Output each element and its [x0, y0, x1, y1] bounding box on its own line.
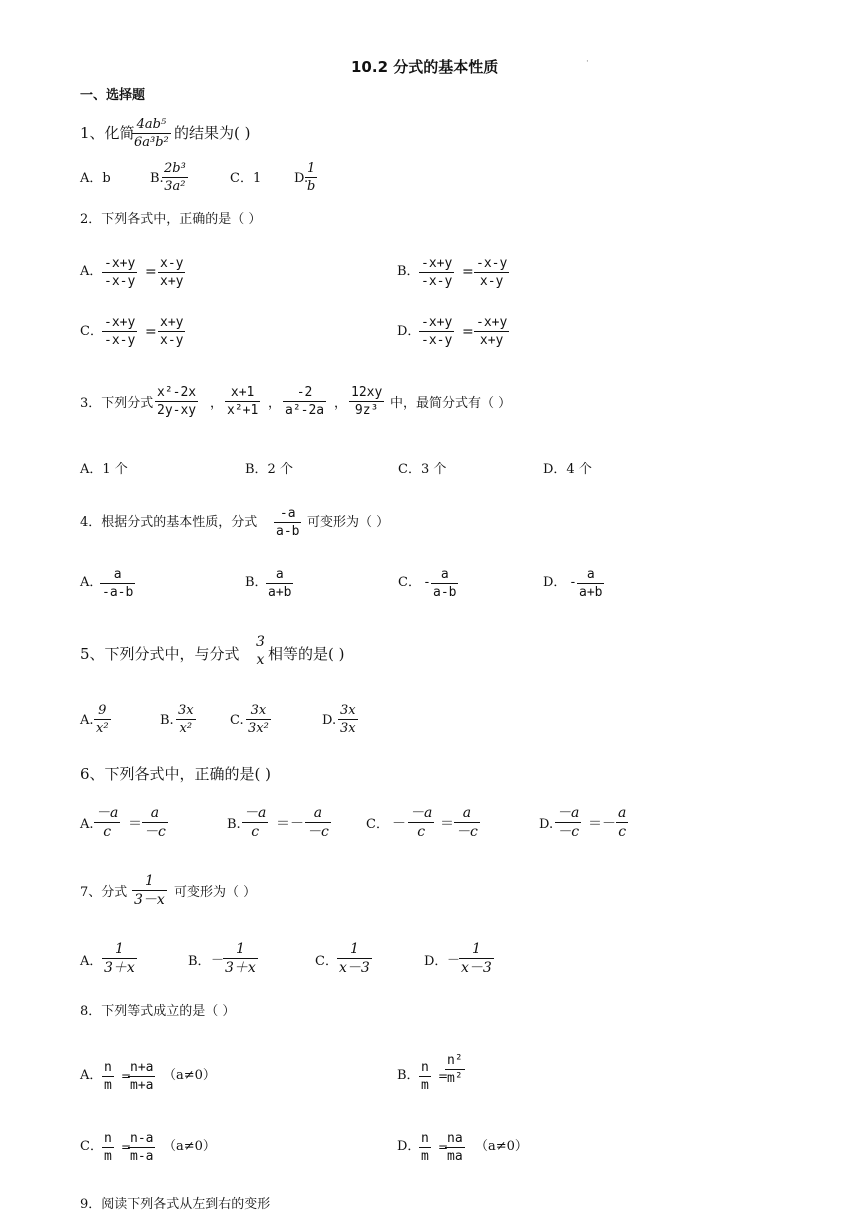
q7-stem-post: 可变形为（ ） — [174, 885, 257, 900]
q6-a-left — [94, 806, 120, 839]
q4-d-sign: - — [569, 575, 577, 590]
q8-a-right — [128, 1061, 155, 1092]
q1-d-den: b — [307, 179, 316, 194]
q2-d-equals: = — [462, 324, 474, 340]
q6-c-equals: ＝ — [440, 816, 454, 832]
q8-d-right — [445, 1132, 465, 1163]
q6-b-label: B. — [227, 817, 241, 832]
q5-frac-den: x — [256, 652, 265, 668]
q5-d-fraction — [338, 704, 358, 735]
q8-b-right-den: m² — [447, 1071, 463, 1086]
q7-d-num: 1 — [471, 941, 481, 957]
q8-c-left-num: n — [104, 1131, 112, 1146]
q4-b-den: a+b — [268, 585, 292, 600]
q7-a-num: 1 — [114, 941, 124, 957]
q8-b-left — [419, 1061, 431, 1092]
q5-stem-pre: 5、下列分式中，与分式 — [80, 645, 240, 663]
q2-c-right-den: x-y — [160, 333, 184, 348]
q4-b-fraction — [266, 568, 293, 599]
q1-d-num: 1 — [307, 161, 316, 176]
q2-stem: 2．下列各式中，正确的是（ ） — [80, 212, 262, 227]
q2-a-left — [102, 257, 137, 288]
q1-frac-num: 4ab⁵ — [136, 117, 167, 132]
q2-a-left-den: -x-y — [104, 274, 136, 289]
q2-c-right-num: x+y — [160, 315, 184, 330]
q5-b-den: x² — [179, 721, 193, 736]
q5-d-num: 3x — [340, 703, 356, 718]
q3-f2-den: x²+1 — [227, 403, 259, 418]
q4-c-label: C． — [398, 575, 421, 590]
q8-b-equals: = — [438, 1069, 449, 1083]
q7-d-den: x－3 — [461, 960, 492, 976]
q4-frac-den: a-b — [276, 524, 300, 539]
q6-c-sign: － — [392, 816, 406, 832]
q5-stem-post: 相等的是( ) — [268, 645, 345, 663]
q8-b-label: B． — [397, 1068, 420, 1083]
q5-a-fraction — [94, 704, 111, 735]
q6-a-right — [142, 806, 168, 839]
page-title: 10.2 分式的基本性质 — [351, 58, 499, 76]
q4-a-label: A． — [80, 575, 103, 590]
q5-d-label: D. — [322, 713, 337, 728]
q5-b-label: B. — [160, 713, 174, 728]
q6-c-right-den: －c — [456, 824, 478, 840]
q2-a-label: A． — [80, 264, 103, 279]
q1-option-c: C．1 — [230, 171, 262, 186]
q6-a-right-den: －c — [144, 824, 166, 840]
q3-fraction-2 — [225, 386, 260, 417]
q7-b-den: 3＋x — [225, 960, 256, 976]
q3-fraction-1 — [155, 386, 198, 417]
q2-b-right — [474, 257, 509, 288]
q5-fraction — [254, 635, 267, 667]
q6-d-left — [555, 806, 581, 839]
q4-b-num: a — [275, 567, 284, 582]
q6-d-right-num: a — [618, 805, 627, 821]
q6-c-left — [408, 806, 434, 839]
q4-d-num: a — [586, 567, 595, 582]
q8-b-left-num: n — [421, 1060, 429, 1075]
q8-a-left-num: n — [104, 1060, 112, 1075]
q5-b-fraction — [176, 704, 196, 735]
q4-c-fraction — [431, 568, 458, 599]
q2-a-right-den: x+y — [160, 274, 184, 289]
q6-c-right-num: a — [462, 805, 472, 821]
q4-d-den: a+b — [579, 585, 603, 600]
q2-c-left-num: -x+y — [104, 315, 136, 330]
q8-a-condition: （a≠0） — [163, 1068, 216, 1083]
q3-stem-pre: 3．下列分式 — [80, 396, 154, 411]
q8-d-left — [419, 1132, 431, 1163]
q7-b-label: B． — [188, 954, 211, 969]
q8-a-left-den: m — [104, 1078, 112, 1093]
q2-a-equals: = — [145, 264, 157, 280]
q8-stem: 8．下列等式成立的是（ ） — [80, 1004, 236, 1019]
q2-b-label: B． — [397, 264, 420, 279]
q7-a-fraction — [102, 942, 137, 975]
q6-b-equals: ＝－ — [276, 816, 304, 832]
q6-c-label: C． — [366, 817, 389, 832]
q6-b-left-num: －a — [244, 805, 267, 821]
q2-a-right-num: x-y — [160, 256, 184, 271]
q2-c-equals: = — [145, 324, 157, 340]
q3-f2-num: x+1 — [230, 385, 255, 400]
q6-d-left-den: －c — [557, 824, 580, 840]
q6-a-equals: ＝ — [128, 816, 142, 832]
q3-stem-post: 中，最简分式有（ ） — [390, 396, 512, 411]
q2-b-left-den: -x-y — [421, 274, 453, 289]
q5-c-label: C. — [230, 713, 244, 728]
q2-a-right — [158, 257, 185, 288]
q2-b-right-num: -x-y — [476, 256, 508, 271]
q3-f1-den: 2y-xy — [157, 403, 197, 418]
q6-a-label: A. — [80, 817, 94, 832]
q5-a-den: x² — [96, 721, 109, 736]
q6-d-label: D. — [539, 817, 554, 832]
q6-a-left-num: －a — [96, 805, 119, 821]
q2-d-right-num: -x+y — [476, 315, 508, 330]
q4-c-den: a-b — [433, 585, 457, 600]
q2-d-right — [474, 316, 509, 347]
q7-b-num: 1 — [235, 941, 245, 957]
q1-option-d-label: D. — [294, 171, 309, 186]
q3-comma-1: ， — [210, 396, 224, 411]
q1-option-b-fraction — [162, 162, 188, 193]
q6-b-right — [305, 806, 331, 839]
q1-b-num: 2b³ — [164, 161, 186, 176]
q7-b-fraction — [223, 942, 258, 975]
q5-d-den: 3x — [340, 721, 356, 736]
q3-f1-num: x²-2x — [157, 385, 197, 400]
q4-stem-pre: 4．根据分式的基本性质，分式 — [80, 515, 258, 530]
q7-frac-num: 1 — [144, 873, 154, 889]
q8-c-right — [128, 1132, 155, 1163]
q2-c-left — [102, 316, 137, 347]
q7-frac-den: 3－x — [134, 892, 165, 908]
q2-c-label: C． — [80, 324, 103, 339]
q8-d-condition: （a≠0） — [475, 1139, 528, 1154]
q7-c-den: x－3 — [339, 960, 370, 976]
q5-c-den: 3x² — [248, 721, 269, 736]
q5-c-fraction — [246, 704, 271, 735]
q8-c-right-num: n-a — [130, 1131, 154, 1146]
q2-a-left-num: -x+y — [104, 256, 136, 271]
q4-d-fraction — [577, 568, 604, 599]
q4-frac-num: -a — [279, 506, 296, 521]
q7-c-num: 1 — [349, 941, 359, 957]
q1-b-den: 3a² — [164, 179, 186, 194]
q2-c-left-den: -x-y — [104, 333, 136, 348]
q5-frac-num: 3 — [256, 634, 265, 650]
q6-stem: 6、下列各式中，正确的是( ) — [80, 765, 272, 783]
q6-c-left-num: －a — [410, 805, 433, 821]
q8-d-left-num: n — [421, 1131, 429, 1146]
q7-d-label: D． — [424, 954, 448, 969]
q7-b-sign: － — [211, 953, 225, 968]
q6-a-left-den: c — [103, 824, 112, 840]
q8-d-right-num: na — [447, 1131, 463, 1146]
section-heading: 一、选择题 — [80, 88, 146, 103]
q8-b-left-den: m — [421, 1078, 429, 1093]
q4-d-label: D． — [543, 575, 567, 590]
q3-option-d: D．4 个 — [543, 462, 592, 477]
q6-c-right — [454, 806, 480, 839]
q2-b-equals: = — [462, 264, 474, 280]
q4-fraction — [274, 507, 301, 538]
q8-c-right-den: m-a — [130, 1149, 154, 1164]
q9-stem: 9．阅读下列各式从左到右的变形 — [80, 1197, 271, 1212]
q8-d-right-den: ma — [447, 1149, 463, 1164]
q8-a-label: A． — [80, 1068, 103, 1083]
q8-b-right-num: n² — [447, 1053, 463, 1068]
q3-option-a: A．1 个 — [80, 462, 128, 477]
q2-d-left — [419, 316, 454, 347]
q3-comma-2: ， — [268, 396, 282, 411]
q3-fraction-4 — [349, 386, 384, 417]
q2-d-right-den: x+y — [479, 333, 504, 348]
q8-c-left — [102, 1132, 114, 1163]
q8-d-left-den: m — [421, 1149, 429, 1164]
q4-a-den: -a-b — [102, 585, 134, 600]
q7-d-fraction — [459, 942, 494, 975]
q7-fraction — [132, 874, 167, 907]
q6-d-left-num: －a — [557, 805, 580, 821]
q6-b-right-den: －c — [307, 824, 329, 840]
q6-a-right-num: a — [150, 805, 160, 821]
q8-c-left-den: m — [104, 1149, 112, 1164]
q8-a-equals: = — [121, 1069, 132, 1083]
q8-c-condition: （a≠0） — [163, 1139, 216, 1154]
q8-a-right-den: m+a — [130, 1078, 154, 1093]
q2-b-left-num: -x+y — [421, 256, 453, 271]
q1-fraction — [132, 118, 171, 149]
q4-stem-post: 可变形为（ ） — [307, 515, 390, 530]
q6-c-left-den: c — [417, 824, 426, 840]
q8-c-equals: = — [121, 1140, 132, 1154]
q5-a-label: A. — [80, 713, 94, 728]
q7-a-label: A． — [80, 954, 103, 969]
q1-option-b-label: B. — [150, 171, 164, 186]
q8-a-right-num: n+a — [130, 1060, 154, 1075]
q6-b-left-den: c — [251, 824, 260, 840]
q7-stem-pre: 7、分式 — [80, 885, 128, 900]
q6-d-right-den: c — [618, 824, 627, 840]
q4-a-num: a — [113, 567, 122, 582]
q1-frac-den: 6a³b² — [134, 135, 169, 150]
q4-c-sign: - — [423, 575, 431, 590]
q8-d-equals: = — [438, 1140, 449, 1154]
q6-b-left — [242, 806, 268, 839]
q6-d-equals: ＝－ — [588, 816, 616, 832]
q2-d-left-den: -x-y — [421, 333, 453, 348]
q3-option-b: B．2 个 — [245, 462, 293, 477]
q2-b-left — [419, 257, 454, 288]
q7-a-den: 3＋x — [104, 960, 135, 976]
q6-d-right — [616, 806, 628, 839]
q4-b-label: B． — [245, 575, 268, 590]
q3-comma-3: ， — [334, 396, 348, 411]
q5-a-num: 9 — [98, 703, 107, 718]
stray-dot: · — [586, 57, 589, 67]
q3-fraction-3 — [283, 386, 326, 417]
q4-a-fraction — [100, 568, 135, 599]
q7-c-fraction — [337, 942, 372, 975]
q5-b-num: 3x — [178, 703, 194, 718]
q4-c-num: a — [440, 567, 449, 582]
q2-b-right-den: x-y — [479, 274, 504, 289]
q1-stem-pre: 1、化简 — [80, 124, 135, 142]
q8-a-left — [102, 1061, 114, 1092]
q2-c-right — [158, 316, 185, 347]
q3-option-c: C．3 个 — [398, 462, 447, 477]
q3-f4-den: 9z³ — [354, 403, 379, 418]
q1-option-a: A．b — [80, 171, 111, 186]
q7-d-sign: － — [447, 953, 461, 968]
q2-d-label: D． — [397, 324, 421, 339]
q8-d-label: D． — [397, 1139, 421, 1154]
q3-f3-den: a²-2a — [285, 403, 325, 418]
q8-b-right — [445, 1054, 465, 1085]
q6-b-right-num: a — [313, 805, 323, 821]
q3-f3-num: -2 — [296, 385, 313, 400]
q5-c-num: 3x — [250, 703, 267, 718]
q1-option-d-fraction — [305, 162, 317, 193]
q2-d-left-num: -x+y — [421, 315, 453, 330]
q3-f4-num: 12xy — [351, 385, 383, 400]
q7-c-label: C． — [315, 954, 338, 969]
q8-c-label: C． — [80, 1139, 103, 1154]
q1-stem-post: 的结果为( ) — [174, 124, 251, 142]
